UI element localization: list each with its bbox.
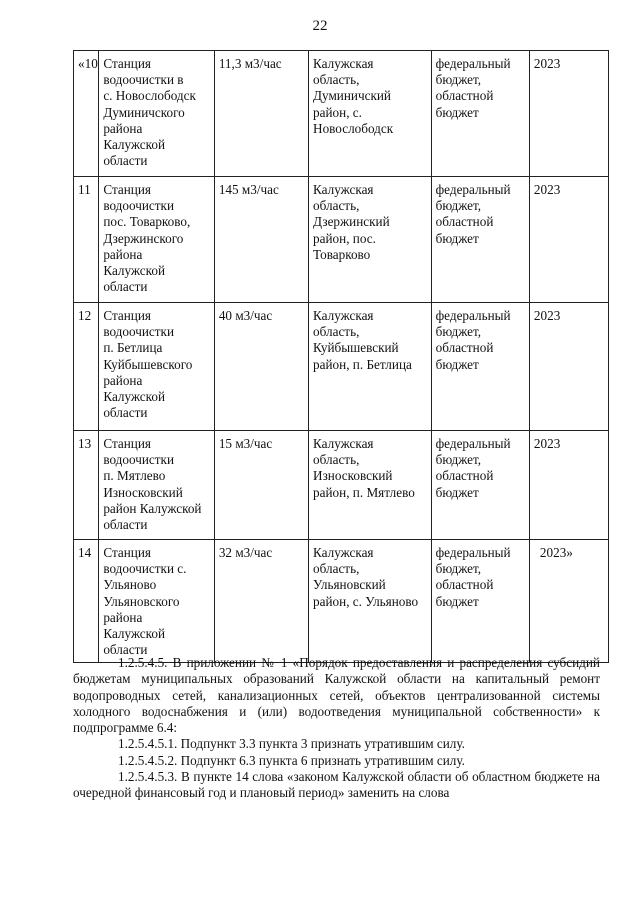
- facilities-table: [73, 50, 609, 663]
- year-cell: 2023: [529, 431, 608, 540]
- row-number-cell: 13: [74, 431, 99, 540]
- location-cell: Калужская область, Думиничский район, с. Новослободск: [309, 51, 432, 177]
- capacity-cell: 11,3 м3/час: [214, 51, 308, 177]
- capacity-cell: 40 м3/час: [214, 303, 308, 431]
- page-number: 22: [312, 18, 328, 34]
- location-cell: Калужская область, Ульяновский район, с. Ульяново: [309, 540, 432, 663]
- row-number-cell: 14: [74, 540, 99, 663]
- table-row: [74, 303, 609, 431]
- year-cell: 2023: [529, 303, 608, 431]
- paragraph: 1.2.5.4.5.2. Подпункт 6.3 пункта 6 признать утратившим силу.: [118, 752, 465, 768]
- row-number-cell: «10: [74, 51, 99, 177]
- funding-cell: федеральный бюджет, областной бюджет: [431, 431, 529, 540]
- funding-cell: федеральный бюджет, областной бюджет: [431, 177, 529, 303]
- paragraph: 1.2.5.4.5.3. В пункте 14 слова «законом Калужской области об областном бюджете на очередной финансовый год и плановый период» заменить на слова: [73, 769, 600, 801]
- table-row: [74, 177, 609, 303]
- facility-name-cell: Станция водоочистки п. Бетлица Куйбышевского района Калужской области: [99, 303, 215, 431]
- facility-name-cell: Станция водоочистки пос. Товарково, Дзержинского района Калужской области: [99, 177, 215, 303]
- facility-name-cell: Станция водоочистки с. Ульяново Ульяновского района Калужской области: [99, 540, 215, 663]
- facility-name-cell: Станция водоочистки п. Мятлево Износковский район Калужской области: [99, 431, 215, 540]
- paragraph: 1.2.5.4.5. В приложении № 1 «Порядок предоставления и распределения субсидий бюджетам муниципальных образований Калужской области на капитальный ремонт водопроводных сетей, канализационных сетей, объектов централизованной системы холодного водоснабжения и (или) водоотведения муниципальной собственности» к подпрограмме 6.4:: [73, 655, 600, 736]
- capacity-cell: 32 м3/час: [214, 540, 308, 663]
- location-cell: Калужская область, Куйбышевский район, п. Бетлица: [309, 303, 432, 431]
- table-row: [74, 540, 609, 663]
- year-cell: 2023: [529, 51, 608, 177]
- row-number-cell: 11: [74, 177, 99, 303]
- table-row: [74, 431, 609, 540]
- funding-cell: федеральный бюджет, областной бюджет: [431, 51, 529, 177]
- document-body-text: [73, 655, 600, 802]
- location-cell: Калужская область, Дзержинский район, пос. Товарково: [309, 177, 432, 303]
- facility-name-cell: Станция водоочистки в с. Новослободск Думиничского района Калужской области: [99, 51, 215, 177]
- row-number-cell: 12: [74, 303, 99, 431]
- location-cell: Калужская область, Износковский район, п. Мятлево: [309, 431, 432, 540]
- table-row: [74, 51, 609, 177]
- year-cell: 2023»: [529, 540, 608, 663]
- capacity-cell: 145 м3/час: [214, 177, 308, 303]
- funding-cell: федеральный бюджет, областной бюджет: [431, 540, 529, 663]
- paragraph: 1.2.5.4.5.1. Подпункт 3.3 пункта 3 признать утратившим силу.: [118, 736, 465, 752]
- funding-cell: федеральный бюджет, областной бюджет: [431, 303, 529, 431]
- year-cell: 2023: [529, 177, 608, 303]
- capacity-cell: 15 м3/час: [214, 431, 308, 540]
